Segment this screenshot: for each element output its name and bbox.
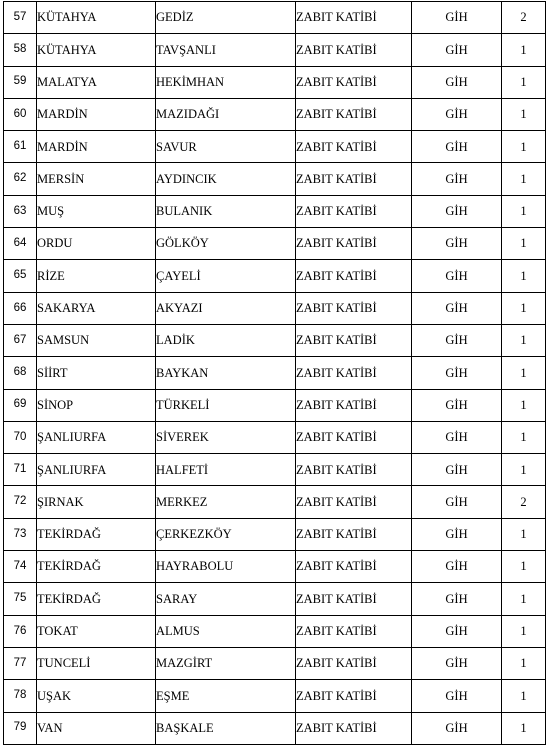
title-cell: ZABIT KATİBİ (296, 260, 412, 292)
count-cell: 1 (502, 647, 546, 679)
district-cell: TAVŞANLI (156, 34, 296, 66)
class-cell: GİH (412, 615, 502, 647)
row-number-cell: 62 (4, 163, 37, 195)
district-cell: LADİK (156, 324, 296, 356)
district-cell: SARAY (156, 583, 296, 615)
table-row (4, 228, 546, 260)
table-row (4, 454, 546, 486)
province-cell: ŞANLIURFA (37, 454, 156, 486)
title-cell: ZABIT KATİBİ (296, 34, 412, 66)
table-row (4, 583, 546, 615)
class-cell: GİH (412, 324, 502, 356)
district-cell: MAZGİRT (156, 647, 296, 679)
province-cell: KÜTAHYA (37, 34, 156, 66)
district-cell: MERKEZ (156, 486, 296, 518)
province-cell: SAMSUN (37, 324, 156, 356)
row-number-cell: 73 (4, 518, 37, 550)
count-cell: 1 (502, 163, 546, 195)
title-cell: ZABIT KATİBİ (296, 486, 412, 518)
table-row (4, 680, 546, 712)
province-cell: MUŞ (37, 195, 156, 227)
row-number-cell: 57 (4, 2, 37, 34)
class-cell: GİH (412, 98, 502, 130)
count-cell: 1 (502, 454, 546, 486)
count-cell: 1 (502, 34, 546, 66)
district-cell: BULANIK (156, 195, 296, 227)
table-row (4, 615, 546, 647)
row-number-cell: 65 (4, 260, 37, 292)
district-cell: GÖLKÖY (156, 228, 296, 260)
count-cell: 1 (502, 228, 546, 260)
table-row (4, 421, 546, 453)
table-row (4, 518, 546, 550)
class-cell: GİH (412, 421, 502, 453)
row-number-cell: 74 (4, 551, 37, 583)
district-cell: AYDINCIK (156, 163, 296, 195)
title-cell: ZABIT KATİBİ (296, 583, 412, 615)
district-cell: GEDİZ (156, 2, 296, 34)
province-cell: TUNCELİ (37, 647, 156, 679)
row-number-cell: 67 (4, 324, 37, 356)
table-row (4, 551, 546, 583)
district-cell: BAŞKALE (156, 712, 296, 744)
class-cell: GİH (412, 647, 502, 679)
title-cell: ZABIT KATİBİ (296, 131, 412, 163)
province-cell: MERSİN (37, 163, 156, 195)
district-cell: HEKİMHAN (156, 66, 296, 98)
table-body (4, 2, 546, 745)
title-cell: ZABIT KATİBİ (296, 454, 412, 486)
count-cell: 1 (502, 551, 546, 583)
province-cell: TEKİRDAĞ (37, 551, 156, 583)
class-cell: GİH (412, 518, 502, 550)
class-cell: GİH (412, 357, 502, 389)
district-cell: AKYAZI (156, 292, 296, 324)
district-cell: SİVEREK (156, 421, 296, 453)
title-cell: ZABIT KATİBİ (296, 2, 412, 34)
title-cell: ZABIT KATİBİ (296, 615, 412, 647)
province-cell: UŞAK (37, 680, 156, 712)
count-cell: 1 (502, 421, 546, 453)
district-cell: ALMUS (156, 615, 296, 647)
table-row (4, 34, 546, 66)
row-number-cell: 75 (4, 583, 37, 615)
class-cell: GİH (412, 228, 502, 260)
title-cell: ZABIT KATİBİ (296, 712, 412, 744)
class-cell: GİH (412, 260, 502, 292)
district-cell: ÇAYELİ (156, 260, 296, 292)
row-number-cell: 70 (4, 421, 37, 453)
row-number-cell: 77 (4, 647, 37, 679)
class-cell: GİH (412, 454, 502, 486)
province-cell: RİZE (37, 260, 156, 292)
table-row (4, 195, 546, 227)
province-cell: SİİRT (37, 357, 156, 389)
table-row (4, 357, 546, 389)
count-cell: 1 (502, 260, 546, 292)
count-cell: 1 (502, 615, 546, 647)
count-cell: 1 (502, 583, 546, 615)
district-cell: MAZIDAĞI (156, 98, 296, 130)
class-cell: GİH (412, 292, 502, 324)
staff-allocation-table (3, 1, 546, 745)
count-cell: 1 (502, 131, 546, 163)
province-cell: VAN (37, 712, 156, 744)
count-cell: 1 (502, 680, 546, 712)
title-cell: ZABIT KATİBİ (296, 66, 412, 98)
province-cell: KÜTAHYA (37, 2, 156, 34)
district-cell: TÜRKELİ (156, 389, 296, 421)
district-cell: HALFETİ (156, 454, 296, 486)
table-row (4, 131, 546, 163)
class-cell: GİH (412, 389, 502, 421)
title-cell: ZABIT KATİBİ (296, 647, 412, 679)
district-cell: EŞME (156, 680, 296, 712)
row-number-cell: 58 (4, 34, 37, 66)
class-cell: GİH (412, 163, 502, 195)
table-row (4, 66, 546, 98)
class-cell: GİH (412, 583, 502, 615)
title-cell: ZABIT KATİBİ (296, 680, 412, 712)
province-cell: SAKARYA (37, 292, 156, 324)
document-page (3, 1, 545, 745)
class-cell: GİH (412, 131, 502, 163)
class-cell: GİH (412, 195, 502, 227)
table-row (4, 324, 546, 356)
title-cell: ZABIT KATİBİ (296, 98, 412, 130)
district-cell: HAYRABOLU (156, 551, 296, 583)
row-number-cell: 79 (4, 712, 37, 744)
table-row (4, 712, 546, 744)
row-number-cell: 78 (4, 680, 37, 712)
title-cell: ZABIT KATİBİ (296, 195, 412, 227)
class-cell: GİH (412, 2, 502, 34)
title-cell: ZABIT KATİBİ (296, 551, 412, 583)
title-cell: ZABIT KATİBİ (296, 421, 412, 453)
table-row (4, 292, 546, 324)
class-cell: GİH (412, 680, 502, 712)
count-cell: 1 (502, 712, 546, 744)
table-row (4, 486, 546, 518)
count-cell: 1 (502, 195, 546, 227)
row-number-cell: 69 (4, 389, 37, 421)
province-cell: TEKİRDAĞ (37, 583, 156, 615)
class-cell: GİH (412, 712, 502, 744)
row-number-cell: 68 (4, 357, 37, 389)
title-cell: ZABIT KATİBİ (296, 324, 412, 356)
row-number-cell: 64 (4, 228, 37, 260)
count-cell: 1 (502, 357, 546, 389)
province-cell: TEKİRDAĞ (37, 518, 156, 550)
title-cell: ZABIT KATİBİ (296, 389, 412, 421)
row-number-cell: 71 (4, 454, 37, 486)
class-cell: GİH (412, 66, 502, 98)
province-cell: MALATYA (37, 66, 156, 98)
district-cell: BAYKAN (156, 357, 296, 389)
title-cell: ZABIT KATİBİ (296, 518, 412, 550)
table-row (4, 98, 546, 130)
count-cell: 1 (502, 292, 546, 324)
class-cell: GİH (412, 486, 502, 518)
title-cell: ZABIT KATİBİ (296, 357, 412, 389)
row-number-cell: 66 (4, 292, 37, 324)
province-cell: MARDİN (37, 131, 156, 163)
table-row (4, 647, 546, 679)
table-row (4, 260, 546, 292)
district-cell: SAVUR (156, 131, 296, 163)
row-number-cell: 76 (4, 615, 37, 647)
province-cell: ŞANLIURFA (37, 421, 156, 453)
row-number-cell: 61 (4, 131, 37, 163)
class-cell: GİH (412, 551, 502, 583)
row-number-cell: 59 (4, 66, 37, 98)
count-cell: 1 (502, 98, 546, 130)
district-cell: ÇERKEZKÖY (156, 518, 296, 550)
count-cell: 2 (502, 486, 546, 518)
count-cell: 1 (502, 389, 546, 421)
province-cell: TOKAT (37, 615, 156, 647)
table-row (4, 163, 546, 195)
count-cell: 2 (502, 2, 546, 34)
row-number-cell: 60 (4, 98, 37, 130)
count-cell: 1 (502, 324, 546, 356)
count-cell: 1 (502, 518, 546, 550)
province-cell: SİNOP (37, 389, 156, 421)
table-row (4, 2, 546, 34)
row-number-cell: 63 (4, 195, 37, 227)
province-cell: ŞIRNAK (37, 486, 156, 518)
title-cell: ZABIT KATİBİ (296, 292, 412, 324)
title-cell: ZABIT KATİBİ (296, 163, 412, 195)
table-row (4, 389, 546, 421)
province-cell: ORDU (37, 228, 156, 260)
title-cell: ZABIT KATİBİ (296, 228, 412, 260)
class-cell: GİH (412, 34, 502, 66)
row-number-cell: 72 (4, 486, 37, 518)
province-cell: MARDİN (37, 98, 156, 130)
count-cell: 1 (502, 66, 546, 98)
